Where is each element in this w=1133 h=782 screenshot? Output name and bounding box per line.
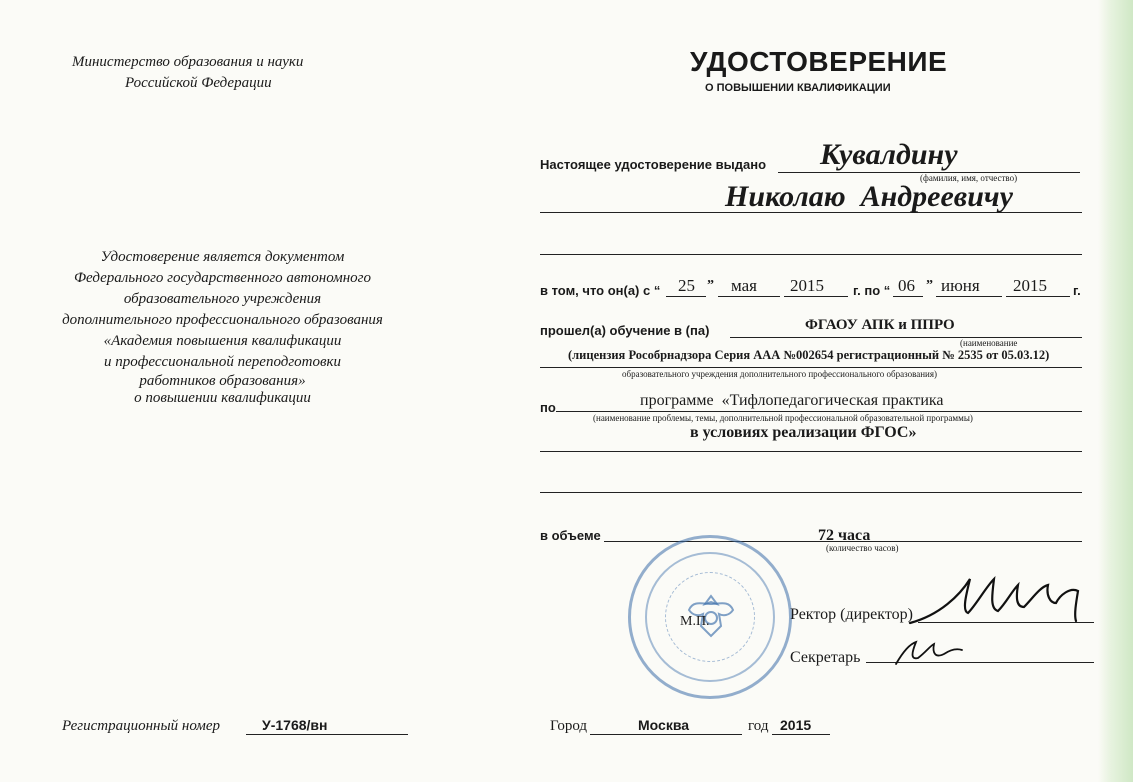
- description-line: Федерального государственного автономного: [73, 270, 372, 286]
- stamp-mp-label: М.П.: [680, 614, 710, 629]
- description-line: Удостоверение является документом: [100, 249, 345, 265]
- training-underline: [730, 337, 1082, 338]
- training-label: прошел(а) обучение в (па): [540, 323, 710, 338]
- description-line: дополнительного профессионального образования: [62, 312, 383, 328]
- program-hint: (наименование проблемы, темы, дополнительной профессиональной образовательной программы): [593, 413, 973, 423]
- year-label: год: [748, 718, 769, 734]
- year-value: 2015: [780, 717, 812, 733]
- registration-number: У-1768/вн: [262, 717, 328, 733]
- secretary-signature-icon: [890, 632, 990, 672]
- description-line: и профессиональной переподготовки: [103, 354, 342, 370]
- registration-underline: [246, 734, 408, 735]
- description-line: о повышении квалификации: [134, 390, 311, 406]
- issued-label: Настоящее удостоверение выдано: [540, 157, 767, 172]
- start-day: 25: [678, 276, 695, 295]
- description-line: работников образования»: [139, 373, 306, 389]
- end-day: 06: [898, 276, 915, 295]
- certificate-title: УДОСТОВЕРЕНИЕ: [690, 46, 948, 77]
- description-line: образовательного учреждения: [123, 291, 322, 307]
- license-underline: [540, 367, 1082, 368]
- volume-value: 72 часа: [818, 527, 871, 544]
- training-org: ФГАОУ АПК и ППРО: [805, 317, 955, 333]
- period-g-end: г.: [1073, 283, 1081, 298]
- quote-close-2: ”: [926, 278, 933, 293]
- program-po: по: [540, 400, 556, 415]
- rector-label: Ректор (директор): [790, 606, 913, 623]
- recipient-name-patronymic: Николаю Андреевичу: [725, 180, 1013, 213]
- year-underline: [772, 734, 830, 735]
- volume-label: в объеме: [540, 528, 601, 543]
- ministry-line2: Российской Федерации: [125, 75, 272, 91]
- recipient-surname: Кувалдину: [820, 138, 958, 171]
- end-month: июня: [941, 276, 980, 295]
- blank-underline-2: [540, 492, 1082, 493]
- program-title-line1: программе «Тифлопедагогическая практика: [640, 392, 944, 409]
- end-month-underline: [936, 296, 1002, 297]
- city-label: Город: [550, 718, 588, 734]
- city-value: Москва: [638, 717, 690, 733]
- end-year: 2015: [1013, 276, 1047, 295]
- volume-hint: (количество часов): [826, 543, 899, 553]
- description-line: «Академия повышения квалификации: [103, 333, 342, 349]
- certificate-subtitle: О ПОВЫШЕНИИ КВАЛИФИКАЦИИ: [705, 82, 891, 94]
- start-year-underline: [784, 296, 848, 297]
- start-year: 2015: [790, 276, 824, 295]
- start-month: мая: [731, 276, 758, 295]
- quote-close-1: ”: [707, 278, 714, 293]
- city-underline: [590, 734, 742, 735]
- description-block: [20, 247, 425, 407]
- period-prefix: в том, что он(а) с “: [540, 283, 661, 298]
- end-year-underline: [1006, 296, 1070, 297]
- secretary-label: Секретарь: [790, 649, 861, 666]
- registration-label: Регистрационный номер: [62, 718, 221, 734]
- org-type-hint: образовательного учреждения дополнительного профессионального образования): [622, 369, 937, 379]
- ministry-line1: Министерство образования и науки: [72, 54, 304, 70]
- official-stamp: [628, 535, 792, 699]
- org-name-hint: (наименование: [960, 338, 1018, 348]
- license-info: (лицензия Рособрнадзора Серия ААА №002654 регистрационный № 2535 от 05.03.12): [568, 348, 1050, 362]
- program-underline-2: [540, 451, 1082, 452]
- name-hint: (фамилия, имя, отчество): [920, 173, 1018, 183]
- end-day-underline: [893, 296, 923, 297]
- rector-signature-icon: [900, 565, 1100, 635]
- program-underline-1: [556, 411, 1082, 412]
- start-month-underline: [718, 296, 780, 297]
- program-title-line2: в условиях реализации ФГОС»: [690, 424, 917, 441]
- period-g-po: г. по “: [853, 283, 891, 298]
- blank-underline-1: [540, 254, 1082, 255]
- start-day-underline: [666, 296, 706, 297]
